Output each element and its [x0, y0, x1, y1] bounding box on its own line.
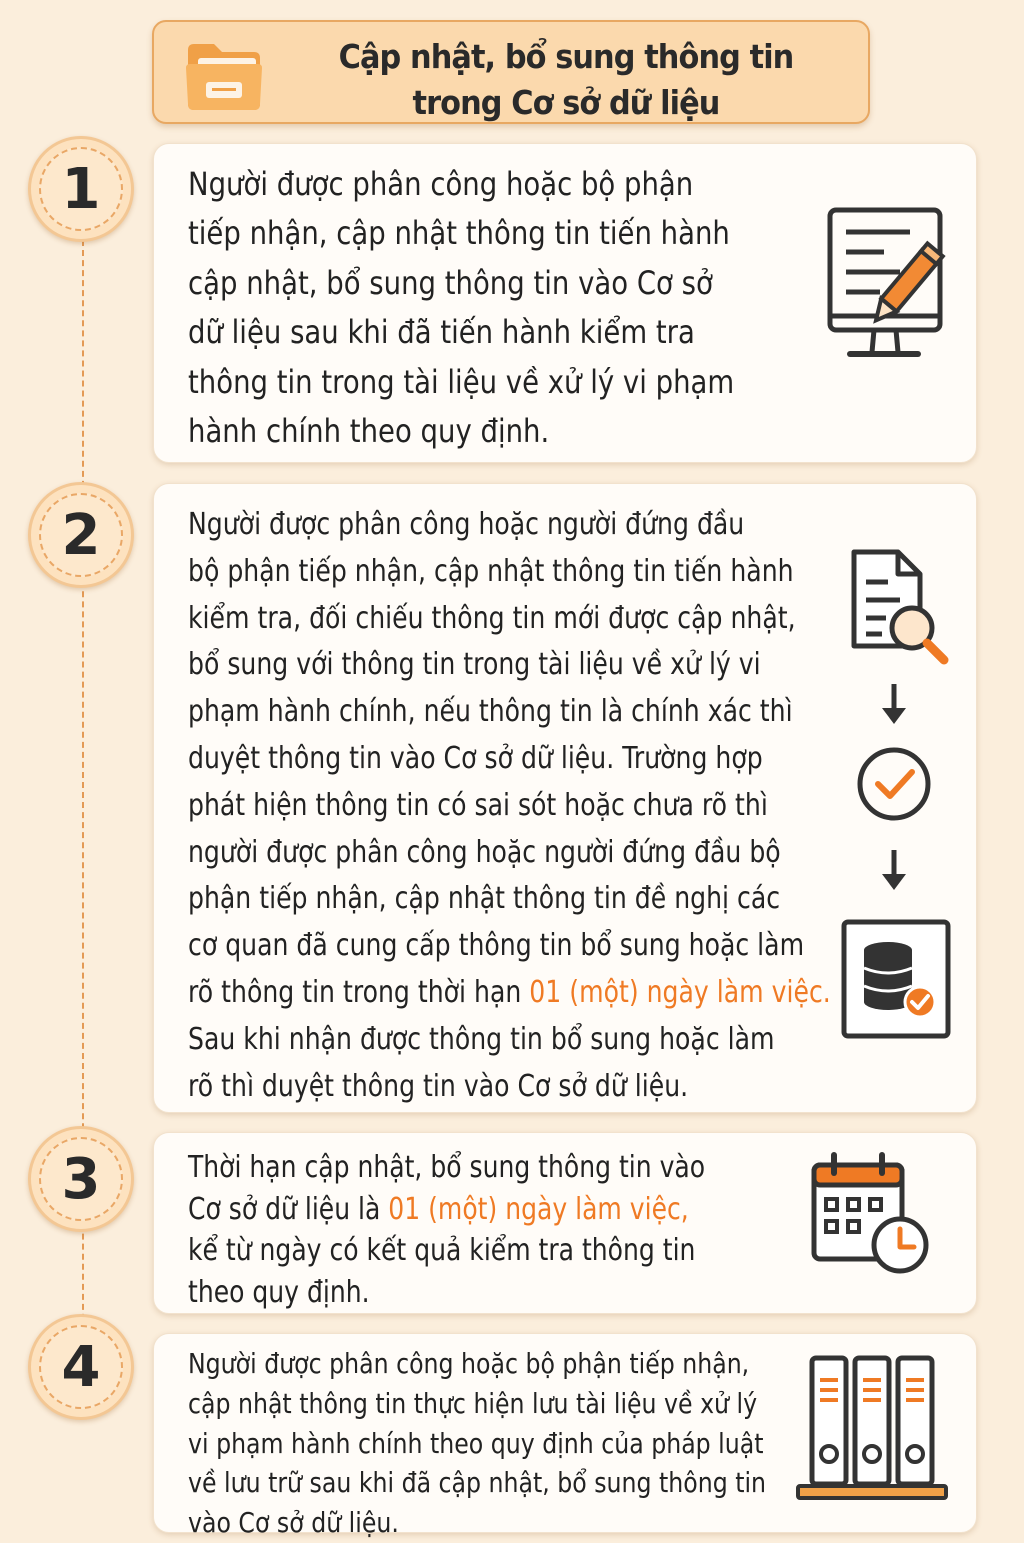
step-4-line: vi phạm hành chính theo quy định của pháp luật	[188, 1426, 764, 1460]
step-1-text	[188, 160, 734, 456]
step-1-badge: 1	[28, 136, 134, 242]
folder-icon	[184, 38, 264, 112]
step-2-line: Người được phân công hoặc người đứng đầu	[188, 507, 745, 542]
title-line-1: Cập nhật, bổ sung thông tin	[338, 37, 794, 76]
step-3-card	[153, 1132, 977, 1314]
step-4-badge: 4	[28, 1314, 134, 1420]
step-4-card	[153, 1333, 977, 1540]
step-3-line: Thời hạn cập nhật, bổ sung thông tin vào	[188, 1150, 706, 1185]
step-3-line: kể từ ngày có kết quả kiểm tra thông tin	[188, 1233, 696, 1268]
step-4-line: vào Cơ sở dữ liệu.	[188, 1506, 399, 1540]
step-1-line: thông tin trong tài liệu về xử lý vi phạm	[188, 362, 735, 401]
step-2-line: phát hiện thông tin có sai sót hoặc chưa rõ thì	[188, 787, 768, 823]
arrow-down-icon	[880, 682, 908, 728]
step-3-line-deadline	[188, 1189, 705, 1231]
step-1-line: cập nhật, bổ sung thông tin vào Cơ sở	[188, 263, 713, 302]
step-3-text	[188, 1147, 705, 1313]
title-line-2: trong Cơ sở dữ liệu	[412, 83, 720, 122]
archive-binders-icon	[794, 1354, 950, 1504]
deadline-highlight: 01 (một) ngày làm việc,	[388, 1191, 689, 1227]
step-2-line-deadline	[188, 970, 831, 1017]
deadline-highlight: 01 (một) ngày làm việc.	[529, 974, 831, 1010]
step-2-line: bổ sung với thông tin trong tài liệu về xử lý vi	[188, 647, 761, 683]
step-2-line: người được phân công hoặc người đứng đầu bộ	[188, 834, 781, 870]
check-circle-icon	[854, 744, 934, 824]
step-3-line: theo quy định.	[188, 1274, 370, 1310]
header-banner	[152, 20, 870, 124]
step-2-line: rõ thì duyệt thông tin vào Cơ sở dữ liệu.	[188, 1068, 689, 1104]
step-1-card	[153, 143, 977, 463]
step-2-line: bộ phận tiếp nhận, cập nhật thông tin tiến hành	[188, 553, 794, 589]
step-2-card	[153, 483, 977, 1113]
step-4-line: Người được phân công hoặc bộ phận tiếp nhận,	[188, 1347, 750, 1380]
database-check-icon	[840, 918, 952, 1040]
step-1-line: tiếp nhận, cập nhật thông tin tiến hành	[188, 214, 730, 253]
step-2-line: phạm hành chính, nếu thông tin là chính xác thì	[188, 694, 793, 730]
deadline-prefix: Cơ sở dữ liệu là	[188, 1191, 389, 1227]
monitor-edit-icon	[822, 204, 958, 364]
arrow-down-icon	[880, 848, 908, 894]
step-2-badge: 2	[28, 482, 134, 588]
document-search-icon	[848, 548, 952, 672]
step-2-line: cơ quan đã cung cấp thông tin bổ sung hoặc làm	[188, 928, 805, 964]
step-1-line: hành chính theo quy định.	[188, 412, 550, 451]
step-2-line: kiểm tra, đối chiếu thông tin mới được cập nhật,	[188, 600, 796, 636]
step-2-line: Sau khi nhận được thông tin bổ sung hoặc làm	[188, 1021, 775, 1057]
step-1-line: dữ liệu sau khi đã tiến hành kiểm tra	[188, 313, 695, 352]
step-4-text	[188, 1344, 766, 1543]
step-1-line: Người được phân công hoặc bộ phận	[188, 165, 694, 203]
step-2-text	[188, 502, 831, 1110]
page-title	[307, 34, 826, 126]
step-2-line: phận tiếp nhận, cập nhật thông tin đề nghị các	[188, 881, 781, 917]
calendar-clock-icon	[808, 1151, 934, 1279]
step-3-badge: 3	[28, 1126, 134, 1232]
step-4-line: về lưu trữ sau khi đã cập nhật, bổ sung thông tin	[188, 1466, 767, 1500]
step-4-line: cập nhật thông tin thực hiện lưu tài liệu về xử lý	[188, 1386, 758, 1420]
deadline-prefix: rõ thông tin trong thời hạn	[188, 974, 530, 1010]
step-2-line: duyệt thông tin vào Cơ sở dữ liệu. Trường hợp	[188, 740, 763, 776]
